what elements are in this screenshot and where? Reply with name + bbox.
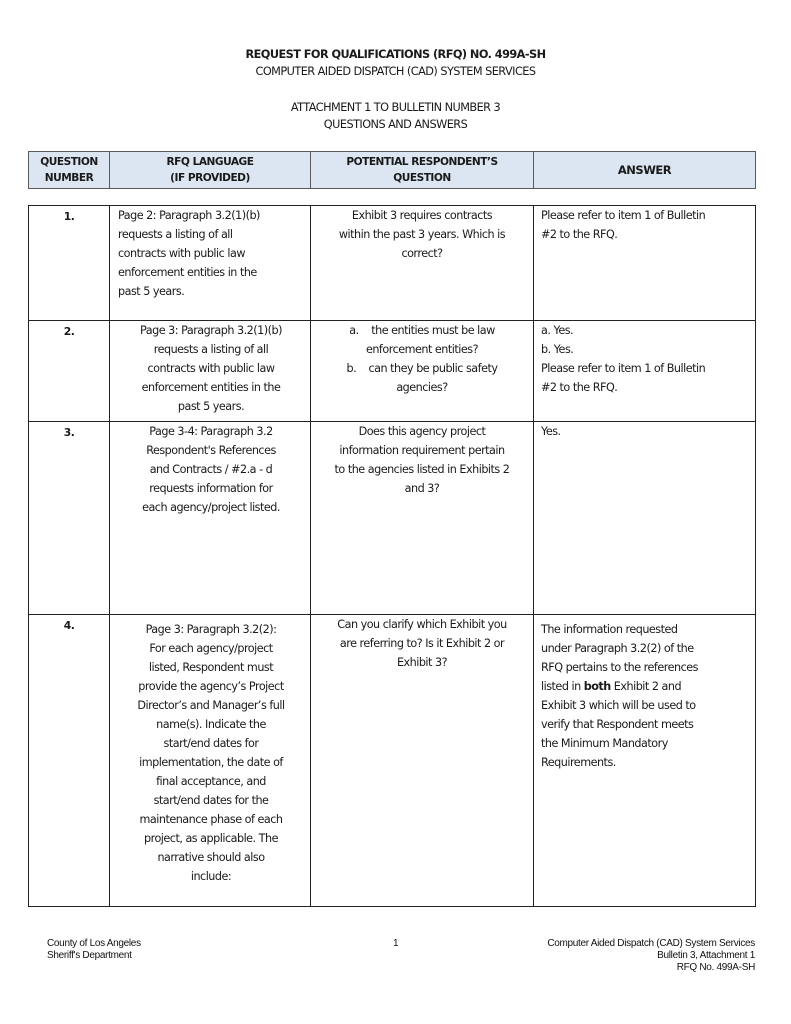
text-line: The information requested	[541, 623, 678, 636]
table-row	[29, 321, 756, 422]
text-fragment: listed in	[541, 680, 584, 693]
table-row	[29, 422, 756, 615]
text-line: requests a listing of all	[118, 228, 233, 241]
header-text: POTENTIAL RESPONDENT’S	[346, 156, 498, 168]
text-line: #2 to the RFQ.	[541, 381, 618, 394]
header-text: NUMBER	[44, 172, 94, 184]
attachment-title: ATTACHMENT 1 TO BULLETIN NUMBER 3	[290, 101, 501, 114]
text-line: #2 to the RFQ.	[541, 228, 618, 241]
header-text: (IF PROVIDED)	[170, 172, 250, 184]
text-line: maintenance phase of each	[139, 813, 283, 826]
document-title: REQUEST FOR QUALIFICATIONS (RFQ) NO. 499A-SH	[245, 48, 546, 61]
text-line: Page 3: Paragraph 3.2(2):	[145, 623, 277, 636]
text-line: implementation, the date of	[139, 756, 283, 769]
text-line: the Minimum Mandatory	[541, 737, 668, 750]
text-line: each agency/project listed.	[142, 501, 280, 514]
text-line: Exhibit 3?	[396, 656, 448, 669]
qa-table	[28, 205, 756, 907]
qa-table-header	[28, 151, 756, 189]
answer-cell	[534, 615, 756, 907]
header-text: RFQ LANGUAGE	[166, 156, 254, 168]
header-respondent-question	[311, 152, 534, 189]
text-line: a. Yes.	[541, 324, 574, 337]
text-line: Please refer to item 1 of Bulletin	[541, 362, 706, 375]
text-line: Exhibit 3 requires contracts	[351, 209, 493, 222]
text-line: enforcement entities in the	[118, 266, 257, 279]
header-rfq-language	[110, 152, 311, 189]
rfq-language-cell	[110, 206, 311, 321]
text-line: Director’s and Manager’s full	[137, 699, 285, 712]
text-line: Can you clarify which Exhibit you	[337, 618, 507, 631]
text-line: contracts with public law	[118, 247, 245, 260]
text-line: narrative should also	[157, 851, 265, 864]
footer-line: RFQ No. 499A-SH	[676, 962, 755, 973]
text-line: provide the agency’s Project	[138, 680, 284, 693]
text-line: enforcement entities in the	[141, 381, 281, 394]
text-line: include:	[190, 870, 232, 883]
question-item-a	[317, 321, 527, 359]
header-row	[29, 152, 756, 189]
footer-organization	[47, 938, 141, 962]
footer-line: County of Los Angeles	[47, 938, 141, 949]
text-line	[541, 677, 749, 696]
text-line: correct?	[401, 247, 443, 260]
respondent-question-cell	[311, 422, 534, 615]
question-number: 4.	[29, 615, 110, 907]
text-line: Respondent's References	[146, 444, 276, 457]
text-line: For each agency/project	[149, 642, 273, 655]
text-line: enforcement entities?	[365, 343, 479, 356]
header-answer: ANSWER	[534, 152, 756, 189]
text-line: Page 3: Paragraph 3.2(1)(b)	[140, 324, 282, 337]
answer-cell	[534, 206, 756, 321]
text-line: Please refer to item 1 of Bulletin	[541, 209, 706, 222]
question-number: 3.	[29, 422, 110, 615]
text-line: can they be public safety	[368, 362, 498, 375]
text-line: the entities must be law	[371, 324, 495, 337]
footer-line: Bulletin 3, Attachment 1	[657, 950, 755, 961]
answer-cell	[534, 321, 756, 422]
text-line: Exhibit 3 which will be used to	[541, 699, 696, 712]
page-number: 1	[393, 938, 399, 949]
text-line: start/end dates for	[163, 737, 259, 750]
text-line: listed, Respondent must	[148, 661, 274, 674]
text-line: start/end dates for the	[153, 794, 269, 807]
text-line: past 5 years.	[118, 285, 185, 298]
text-line: Page 2: Paragraph 3.2(1)(b)	[118, 209, 260, 222]
text-line: name(s). Indicate the	[156, 718, 266, 731]
text-line: and 3?	[404, 482, 440, 495]
footer-line: Computer Aided Dispatch (CAD) System Services	[547, 938, 755, 949]
rfq-language-cell	[110, 321, 311, 422]
text-line: Yes.	[541, 425, 561, 438]
text-line: RFQ pertains to the references	[541, 661, 698, 674]
rfq-language-cell	[110, 615, 311, 907]
text-line: b. Yes.	[541, 343, 574, 356]
text-line: agencies?	[396, 381, 448, 394]
document-subject: COMPUTER AIDED DISPATCH (CAD) SYSTEM SERVICES	[255, 65, 536, 78]
question-list	[317, 321, 527, 397]
table-row	[29, 206, 756, 321]
rfq-language-cell	[110, 422, 311, 615]
text-line: final acceptance, and	[156, 775, 266, 788]
footer-line: Sheriff's Department	[47, 950, 132, 961]
text-line: Requirements.	[541, 756, 616, 769]
footer-document-reference	[547, 938, 755, 974]
text-line: information requirement pertain	[339, 444, 505, 457]
text-line: Page 3-4: Paragraph 3.2	[149, 425, 273, 438]
list-marker: a.	[349, 324, 359, 337]
answer-cell	[534, 422, 756, 615]
question-item-b	[317, 359, 527, 397]
header-text: QUESTION	[393, 172, 451, 184]
text-line: contracts with public law	[147, 362, 275, 375]
text-line: and Contracts / #2.a - d	[149, 463, 273, 476]
respondent-question-cell	[311, 615, 534, 907]
text-line: Does this agency project	[358, 425, 486, 438]
text-line: past 5 years.	[177, 400, 245, 413]
text-line: under Paragraph 3.2(2) of the	[541, 642, 694, 655]
question-number: 2.	[29, 321, 110, 422]
question-number: 1.	[29, 206, 110, 321]
list-marker: b.	[346, 362, 357, 375]
text-line: requests information for	[149, 482, 273, 495]
header-text: QUESTION	[40, 156, 98, 168]
respondent-question-cell	[311, 206, 534, 321]
section-title: QUESTIONS AND ANSWERS	[323, 118, 468, 131]
respondent-question-cell	[311, 321, 534, 422]
text-line: to the agencies listed in Exhibits 2	[334, 463, 510, 476]
text-line: are referring to? Is it Exhibit 2 or	[339, 637, 505, 650]
text-line: project, as applicable. The	[144, 832, 278, 845]
text-line: requests a listing of all	[153, 343, 269, 356]
text-line: within the past 3 years. Which is	[338, 228, 506, 241]
text-fragment: Exhibit 2 and	[610, 680, 682, 693]
emphasis-both: both	[583, 680, 611, 693]
table-row	[29, 615, 756, 907]
header-question-number	[29, 152, 110, 189]
text-line: verify that Respondent meets	[541, 718, 694, 731]
